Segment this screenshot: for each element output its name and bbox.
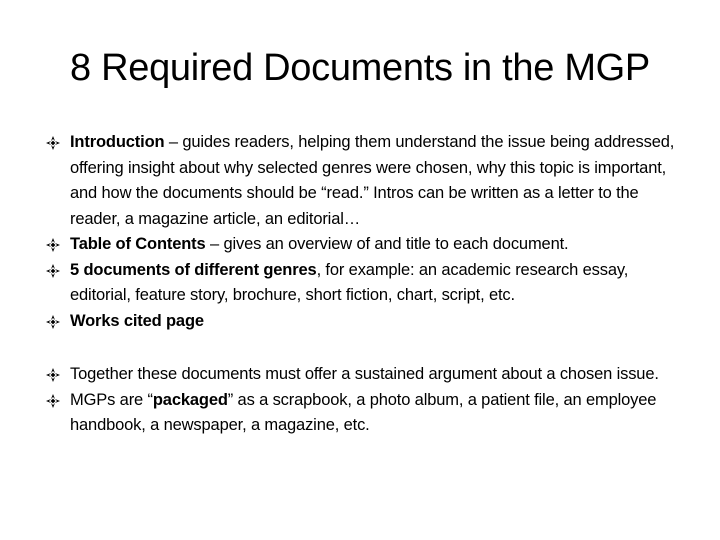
diamond-bullet-icon [46, 136, 60, 150]
bullet-works-cited [46, 309, 686, 335]
bullet-text: , for example: an academic research essay, editorial, feature story, brochure, short fiction, chart, script, etc. [70, 260, 629, 304]
bullet-sustained-argument [46, 362, 686, 388]
diamond-bullet-icon [46, 368, 60, 382]
bullet-table-of-contents [46, 232, 686, 258]
bullet-text-pre: MGPs are “ [70, 390, 153, 409]
diamond-bullet-icon [46, 394, 60, 408]
slide-content [46, 130, 686, 439]
bullet-text: Together these documents must offer a sustained argument about a chosen issue. [70, 365, 659, 383]
bullet-five-documents [46, 258, 686, 309]
bullet-text: – gives an overview of and title to each document. [205, 235, 569, 253]
bullet-list-main [46, 130, 686, 334]
bullet-list-secondary [46, 362, 686, 439]
bullet-bold-label: packaged [152, 390, 228, 409]
bullet-packaged [46, 388, 686, 439]
diamond-bullet-icon [46, 238, 60, 252]
bullet-bold-label: Table of Contents [70, 235, 206, 253]
bullet-bold-label: 5 documents of different genres [70, 260, 317, 279]
bullet-introduction [46, 130, 686, 232]
slide-title: 8 Required Documents in the MGP [70, 47, 650, 89]
bullet-bold-label: Works cited page [70, 311, 204, 330]
bullet-bold-label: Introduction [70, 133, 165, 151]
diamond-bullet-icon [46, 264, 60, 278]
spacer [46, 334, 686, 362]
diamond-bullet-icon [46, 315, 60, 329]
bullet-text: – guides readers, helping them understand the issue being addressed, offering insight about why selected genres were chosen, why this topic is important, and how the documents should be “read.” Intros can be written as a letter to the reader, a magazine article, an editorial… [70, 133, 675, 228]
bullet-text-post: ” as a scrapbook, a photo album, a patient file, an employee handbook, a newspaper, a magazine, etc. [70, 390, 657, 434]
